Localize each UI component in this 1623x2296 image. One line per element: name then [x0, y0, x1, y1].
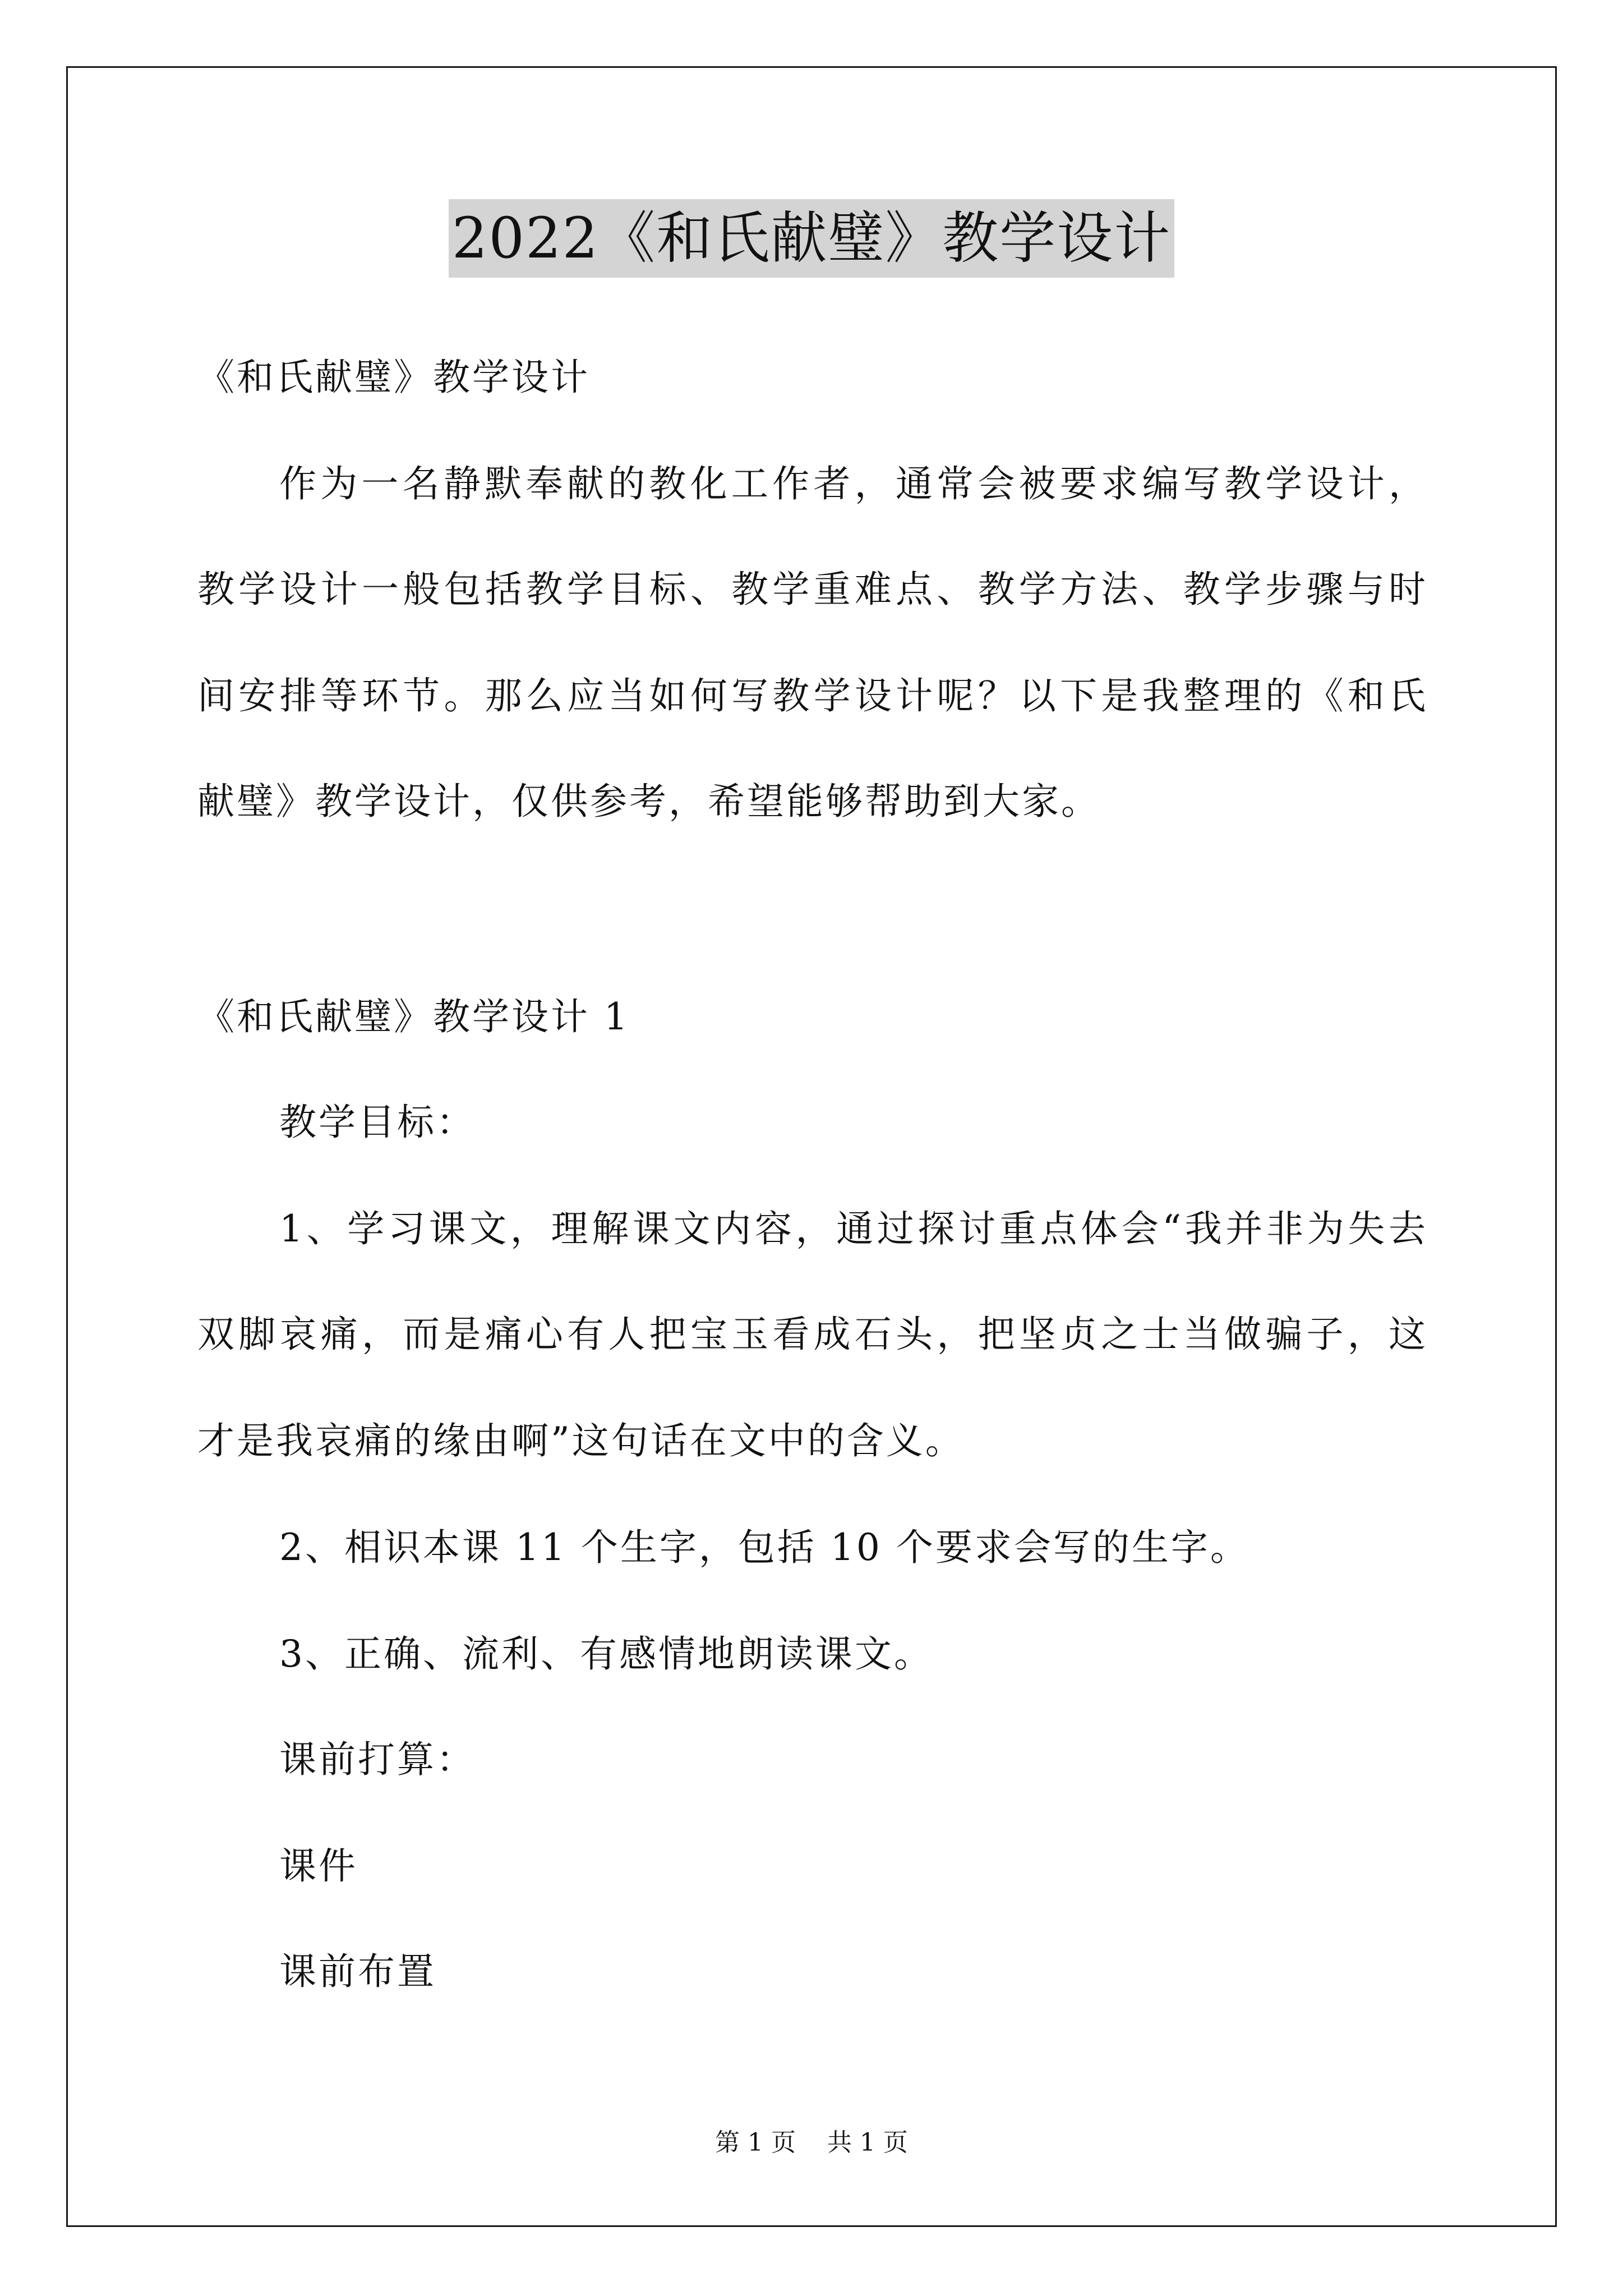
title-container — [0, 199, 1623, 278]
goal-3: 3、正确、流利、有感情地朗读课文。 — [279, 1632, 933, 1676]
intro-line-4: 献璧》教学设计，仅供参考，希望能够帮助到大家。 — [197, 780, 1100, 823]
goals-heading: 教学目标： — [279, 1101, 476, 1144]
intro-line-3: 间安排等环节。那么应当如何写教学设计呢？以下是我整理的《和氏 — [197, 674, 1426, 717]
intro-line-2: 教学设计一般包括教学目标、教学重难点、教学方法、教学步骤与时 — [197, 568, 1426, 611]
page-number-footer: 第 1 页 共 1 页 — [715, 2128, 908, 2157]
prep-heading: 课前打算： — [279, 1738, 476, 1781]
goal-2: 2、相识本课 11 个生字，包括 10 个要求会写的生字。 — [279, 1526, 1249, 1569]
goal-1-line-1: 1、学习课文，理解课文内容，通过探讨重点体会“我并非为失去 — [279, 1207, 1426, 1250]
prep-item-courseware: 课件 — [279, 1844, 358, 1888]
section-title: 《和氏献璧》教学设计 1 — [197, 995, 630, 1038]
goal-1-line-3: 才是我哀痛的缘由啊”这句话在文中的含义。 — [197, 1419, 965, 1462]
goal-1-line-2: 双脚哀痛，而是痛心有人把宝玉看成石头，把坚贞之士当做骗子，这 — [197, 1313, 1426, 1356]
document-subtitle: 《和氏献璧》教学设计 — [197, 356, 590, 399]
prep-item-assignment: 课前布置 — [279, 1950, 436, 1993]
document-title: 2022《和氏献璧》教学设计 — [449, 199, 1175, 278]
intro-line-1: 作为一名静默奉献的教化工作者，通常会被要求编写教学设计， — [279, 462, 1426, 505]
